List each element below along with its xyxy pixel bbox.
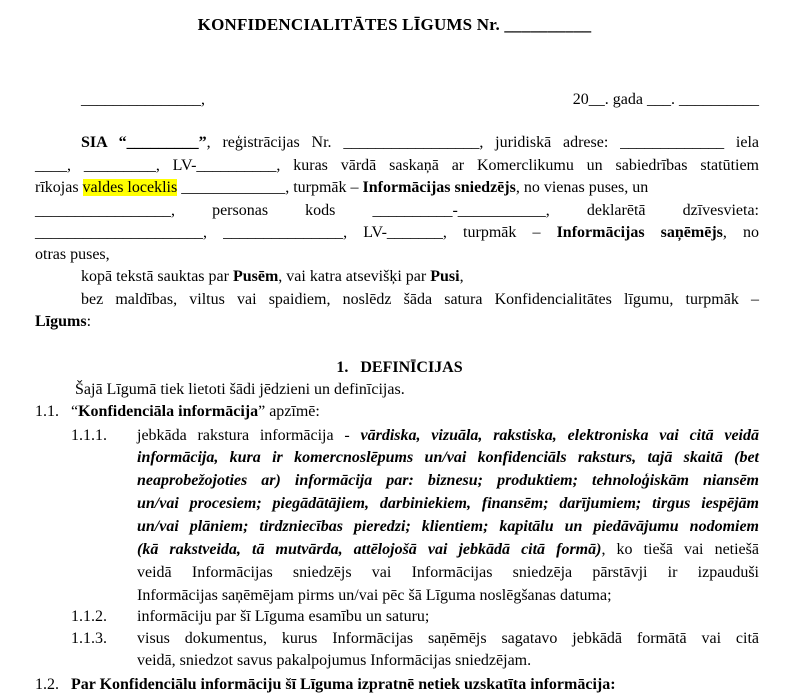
section-intro: Šajā Līgumā tiek lietoti šādi jēdzieni un definīcijas. (75, 381, 405, 398)
intro-line-6: otras puses, (35, 246, 110, 263)
clause-1-1-3-line-2: veidā, sniedzot savus pakalpojumus Informācijas sniedzējam. (137, 652, 532, 669)
place-line: _______________, (81, 91, 205, 108)
intro-line-2: ____, _________, LV-__________, kuras vārdā saskaņā ar Komerclikumu un sabiedrības statūtiem (35, 157, 759, 174)
clause-1-1-1-line-3: neaprobežojoties ar) informācija par: biznesu; produktiem; tehnoloģiskām niansēm (137, 472, 759, 489)
clause-1-1: “Konfidenciāla informācija” apzīmē: (71, 403, 320, 420)
clause-1-2: Par Konfidenciālu informāciju šī Līguma izpratnē netiek uzskatīta informācija: (71, 676, 616, 693)
intro-line-7: kopā tekstā sauktas par Pusēm, vai katra atsevišķi par Pusi, (81, 268, 464, 285)
intro-line-5: _____________________, _______________, LV-_______, turpmāk – Informācijas saņēmējs, no (35, 224, 759, 241)
intro-line-4: _________________, personas kods __________-___________, deklarētā dzīvesvieta: (35, 202, 759, 219)
document-title: KONFIDENCIALITĀTES LĪGUMS Nr. __________ (197, 15, 592, 34)
intro-line-1: SIA “_________”, reģistrācijas Nr. _________________, juridiskā adrese: _____________ iela (81, 134, 760, 151)
date-line: 20__. gada ___. __________ (572, 91, 759, 108)
section-heading: 1. DEFINĪCIJAS (336, 359, 463, 376)
intro-line-8: bez maldības, viltus vai spaidiem, noslēdz šāda satura Konfidencialitātes līgumu, turpmāk – (81, 291, 759, 308)
clause-1-1-1-line-5: un/vai plāniem; tirdzniecības pieredzi; klientiem; kapitālu un piedāvājumu nodomiem (137, 518, 759, 535)
clause-1-1-1-line-4: un/vai procesiem; piegādātājiem, darbiniekiem, finansēm; darījumiem; tirgus iespējām (137, 495, 759, 512)
clause-1-1-1-line-1: jebkāda rakstura informācija - vārdiska, vizuāla, rakstiska, elektroniska vai citā veidā (137, 427, 760, 444)
clause-1-1-1-line-6: (kā rakstveida, tā mutvārda, attēlojošā vai jebkādā citā formā), ko tiešā vai netiešā (137, 541, 759, 558)
clause-number: 1.2. (35, 676, 59, 693)
intro-line-9: Līgums: (35, 313, 92, 330)
intro-line-3: rīkojas valdes loceklis _____________, turpmāk – Informācijas sniedzējs, no vienas puses, un (35, 179, 649, 196)
clause-1-1-2: informāciju par šī Līguma esamību un saturu; (137, 608, 430, 625)
clause-number: 1.1.2. (71, 608, 107, 625)
clause-1-1-1-line-2: informācija, kura ir komercnoslēpums un/vai konfidenciāls raksturs, tajā skaitā (bet (137, 449, 759, 466)
clause-1-1-1-line-7: veidā Informācijas sniedzējs vai Informācijas sniedzēja pārstāvji ir izpauduši (137, 564, 759, 581)
clause-number: 1.1.3. (71, 630, 107, 647)
highlighted-text: valdes loceklis (82, 179, 178, 196)
clause-number: 1.1.1. (71, 427, 107, 444)
clause-1-1-3-line-1: visus dokumentus, kurus Informācijas saņēmējs sagatavo jebkādā formātā vai citā (137, 630, 759, 647)
clause-1-1-1-line-8: Informācijas saņēmējam pirms un/vai pēc šā Līguma noslēgšanas datuma; (137, 587, 612, 604)
clause-number: 1.1. (35, 403, 59, 420)
